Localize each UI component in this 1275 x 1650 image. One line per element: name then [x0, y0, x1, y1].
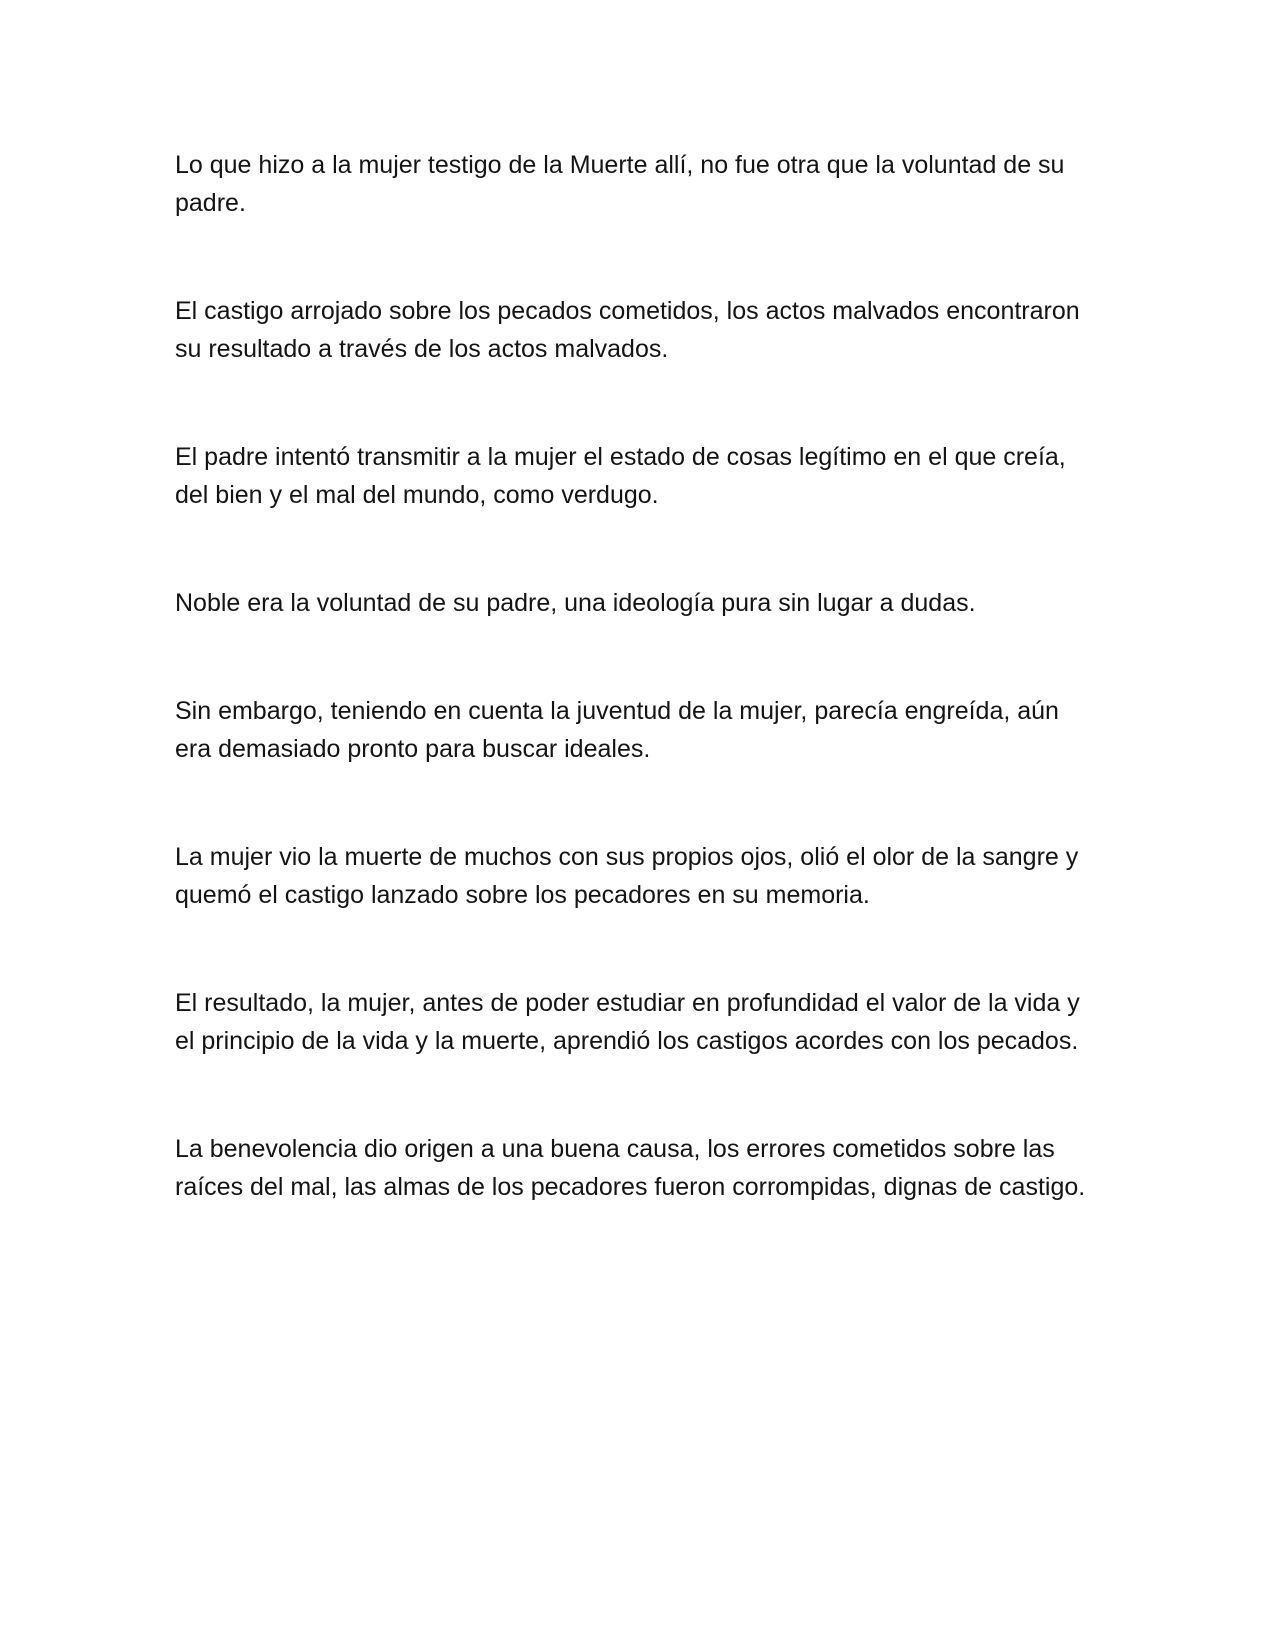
paragraph: El padre intentó transmitir a la mujer el estado de cosas legítimo en el que creía, del bien y el mal del mundo, como verdugo. [175, 443, 1066, 509]
paragraph: La mujer vio la muerte de muchos con sus propios ojos, olió el olor de la sangre y quemó el castigo lanzado sobre los pecadores en su memoria. [175, 843, 1079, 909]
paragraph: Noble era la voluntad de su padre, una ideología pura sin lugar a dudas. [175, 589, 976, 617]
paragraph: El resultado, la mujer, antes de poder estudiar en profundidad el valor de la vida y el principio de la vida y la muerte, aprendió los castigos acordes con los pecados. [175, 989, 1080, 1055]
paragraph: La benevolencia dio origen a una buena causa, los errores cometidos sobre las raíces del mal, las almas de los pecadores fueron corrompidas, dignas de castigo. [175, 1135, 1086, 1201]
paragraph: Lo que hizo a la mujer testigo de la Muerte allí, no fue otra que la voluntad de su padre. [175, 151, 1065, 217]
document-body [175, 146, 1095, 1206]
paragraph: El castigo arrojado sobre los pecados cometidos, los actos malvados encontraron su resultado a través de los actos malvados. [175, 297, 1080, 363]
paragraph: Sin embargo, teniendo en cuenta la juventud de la mujer, parecía engreída, aún era demasiado pronto para buscar ideales. [175, 697, 1059, 763]
